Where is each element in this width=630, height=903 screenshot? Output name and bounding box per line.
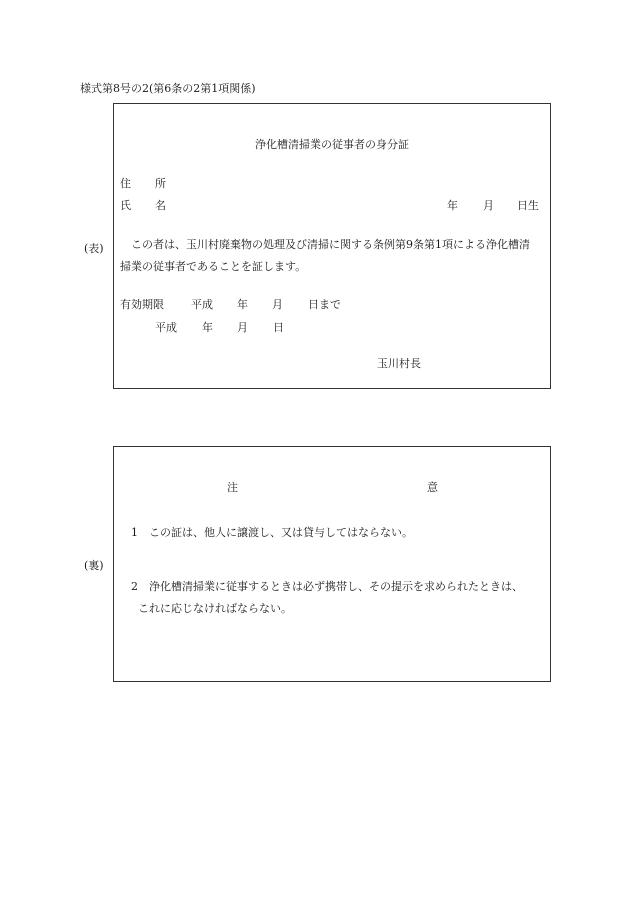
back-side-label: (裏) (84, 559, 104, 572)
address-label-1: 住 (120, 177, 131, 190)
validity-label: 有効期限 (120, 298, 164, 311)
notice-item-2-line-2: これに応じなければならない。 (138, 602, 292, 615)
name-label-1: 氏 (120, 199, 131, 212)
birth-month: 月 (483, 199, 494, 212)
statement-line-1: この者は、玉川村廃棄物の処理及び清掃に関する条例第9条第1項による浄化槽清 (131, 238, 530, 251)
back-card (113, 446, 551, 682)
birth-year: 年 (447, 199, 458, 212)
card-title: 浄化槽清掃業の従事者の身分証 (255, 138, 409, 151)
issue-month: 月 (237, 321, 248, 334)
validity-month: 月 (272, 298, 283, 311)
issue-era: 平成 (155, 321, 177, 334)
validity-day: 日まで (308, 298, 341, 311)
validity-era: 平成 (191, 298, 213, 311)
birth-day: 日生 (517, 199, 539, 212)
notice-title-2: 意 (427, 481, 438, 494)
issuer-name: 玉川村長 (377, 357, 421, 370)
notice-item-1: 1 この証は、他人に譲渡し、又は貸与してはならない。 (131, 526, 413, 539)
validity-year: 年 (237, 298, 248, 311)
form-number-header: 様式第8号の2(第6条の2第1項関係) (80, 82, 256, 95)
notice-item-2-line-1: 2 浄化槽清掃業に従事するときは必ず携帯し、その提示を求められたときは、 (131, 580, 523, 593)
notice-title-1: 注 (227, 481, 238, 494)
front-card (113, 103, 551, 389)
address-label-2: 所 (155, 177, 166, 190)
statement-line-2: 掃業の従事者であることを証します。 (120, 260, 307, 273)
issue-year: 年 (202, 321, 213, 334)
name-label-2: 名 (155, 199, 166, 212)
issue-day: 日 (273, 321, 284, 334)
front-side-label: (表) (84, 242, 104, 255)
